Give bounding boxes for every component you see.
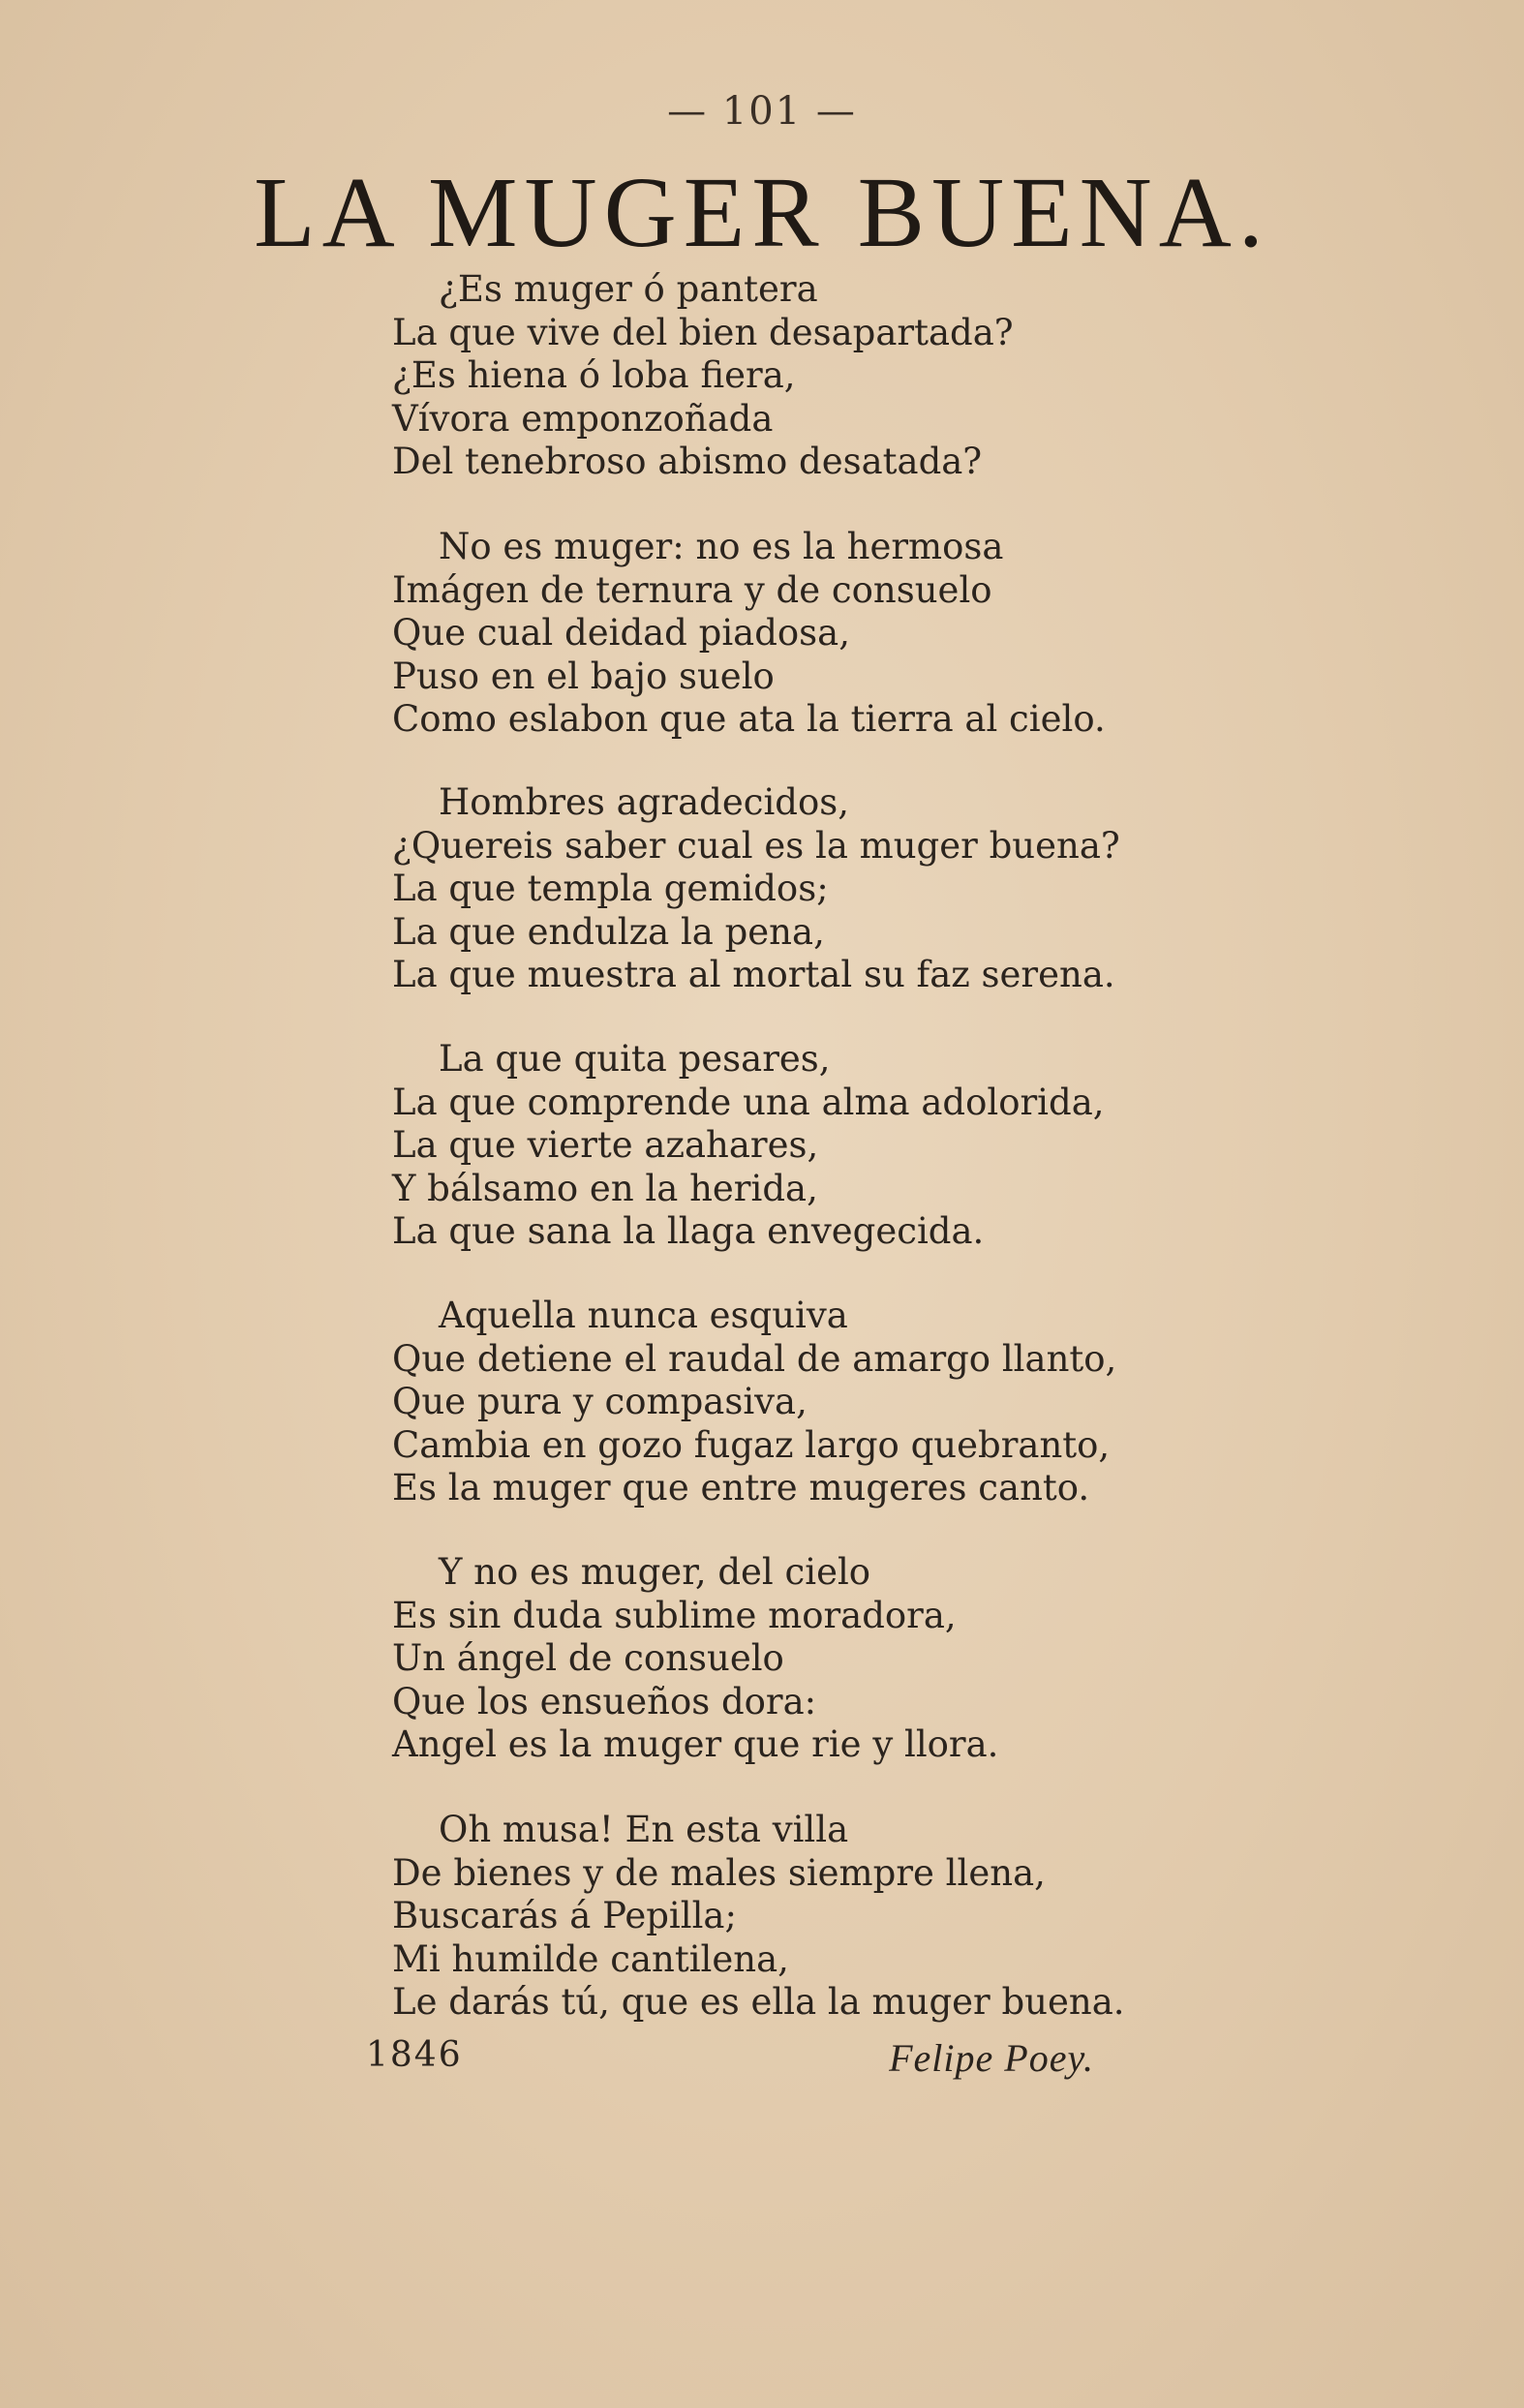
stanza-1 (392, 268, 1014, 484)
stanza-5 (392, 1295, 1116, 1510)
verse-line: Aquella nunca esquiva (439, 1295, 848, 1336)
verse-line: Mi humilde cantilena, (392, 1937, 789, 1980)
verse-line: Vívora emponzoñada (392, 397, 774, 440)
verse-line: Imágen de ternura y de consuelo (392, 568, 992, 611)
stanza-2 (392, 526, 1106, 742)
verse-line: Que cual deidad piadosa, (392, 612, 850, 655)
verse-line: Un ángel de consuelo (392, 1637, 784, 1680)
verse-line: Es sin duda sublime moradora, (392, 1594, 957, 1636)
verse-line: Le darás tú, que es ella la muger buena. (392, 1981, 1125, 2024)
verse-line: La que vive del bien desapartada? (392, 311, 1014, 353)
verse-line: ¿Es muger ó pantera (439, 268, 818, 310)
verse-line: Que detiene el raudal de amargo llanto, (392, 1337, 1117, 1380)
stanza-3 (392, 781, 1120, 997)
page-number: — 101 — (667, 89, 857, 134)
verse-line: La que endulza la pena, (392, 910, 825, 953)
verse-line: La que vierte azahares, (392, 1124, 819, 1167)
verse-line: Angel es la muger que rie y llora. (392, 1723, 999, 1766)
verse-line: La que sana la llaga envegecida. (392, 1210, 985, 1253)
poem-title: LA MUGER BUENA. (254, 157, 1270, 268)
verse-line: ¿Quereis saber cual es la muger buena? (392, 824, 1120, 867)
verse-line: Buscarás á Pepilla; (392, 1895, 737, 1937)
verse-line: Puso en el bajo suelo (392, 655, 775, 697)
verse-line: La que muestra al mortal su faz serena. (392, 954, 1115, 996)
verse-line: Es la muger que entre mugeres canto. (392, 1467, 1090, 1509)
stanza-7 (392, 1809, 1125, 2025)
verse-line: Del tenebroso abismo desatada? (392, 441, 983, 483)
poem-year: 1846 (366, 2035, 463, 2075)
verse-line: Y bálsamo en la herida, (392, 1167, 818, 1209)
verse-line: Hombres agradecidos, (439, 781, 849, 823)
stanza-4 (392, 1038, 1105, 1254)
verse-line: La que quita pesares, (439, 1038, 831, 1080)
verse-line: La que templa gemidos; (392, 868, 829, 910)
verse-line: ¿Es hiena ó loba fiera, (392, 354, 796, 397)
verse-line: Como eslabon que ata la tierra al cielo. (392, 698, 1106, 741)
verse-line: Que pura y compasiva, (392, 1381, 808, 1423)
author-name: Felipe Poey. (889, 2036, 1094, 2080)
verse-line: La que comprende una alma adolorida, (392, 1081, 1105, 1123)
verse-line: Cambia en gozo fugaz largo quebranto, (392, 1423, 1111, 1466)
verse-line: Y no es muger, del cielo (439, 1551, 871, 1593)
verse-line: Oh musa! En esta villa (439, 1809, 849, 1850)
verse-line: Que los ensueños dora: (392, 1680, 817, 1722)
stanza-6 (392, 1551, 998, 1767)
verse-line: No es muger: no es la hermosa (439, 526, 1004, 567)
verse-line: De bienes y de males siempre llena, (392, 1851, 1046, 1894)
